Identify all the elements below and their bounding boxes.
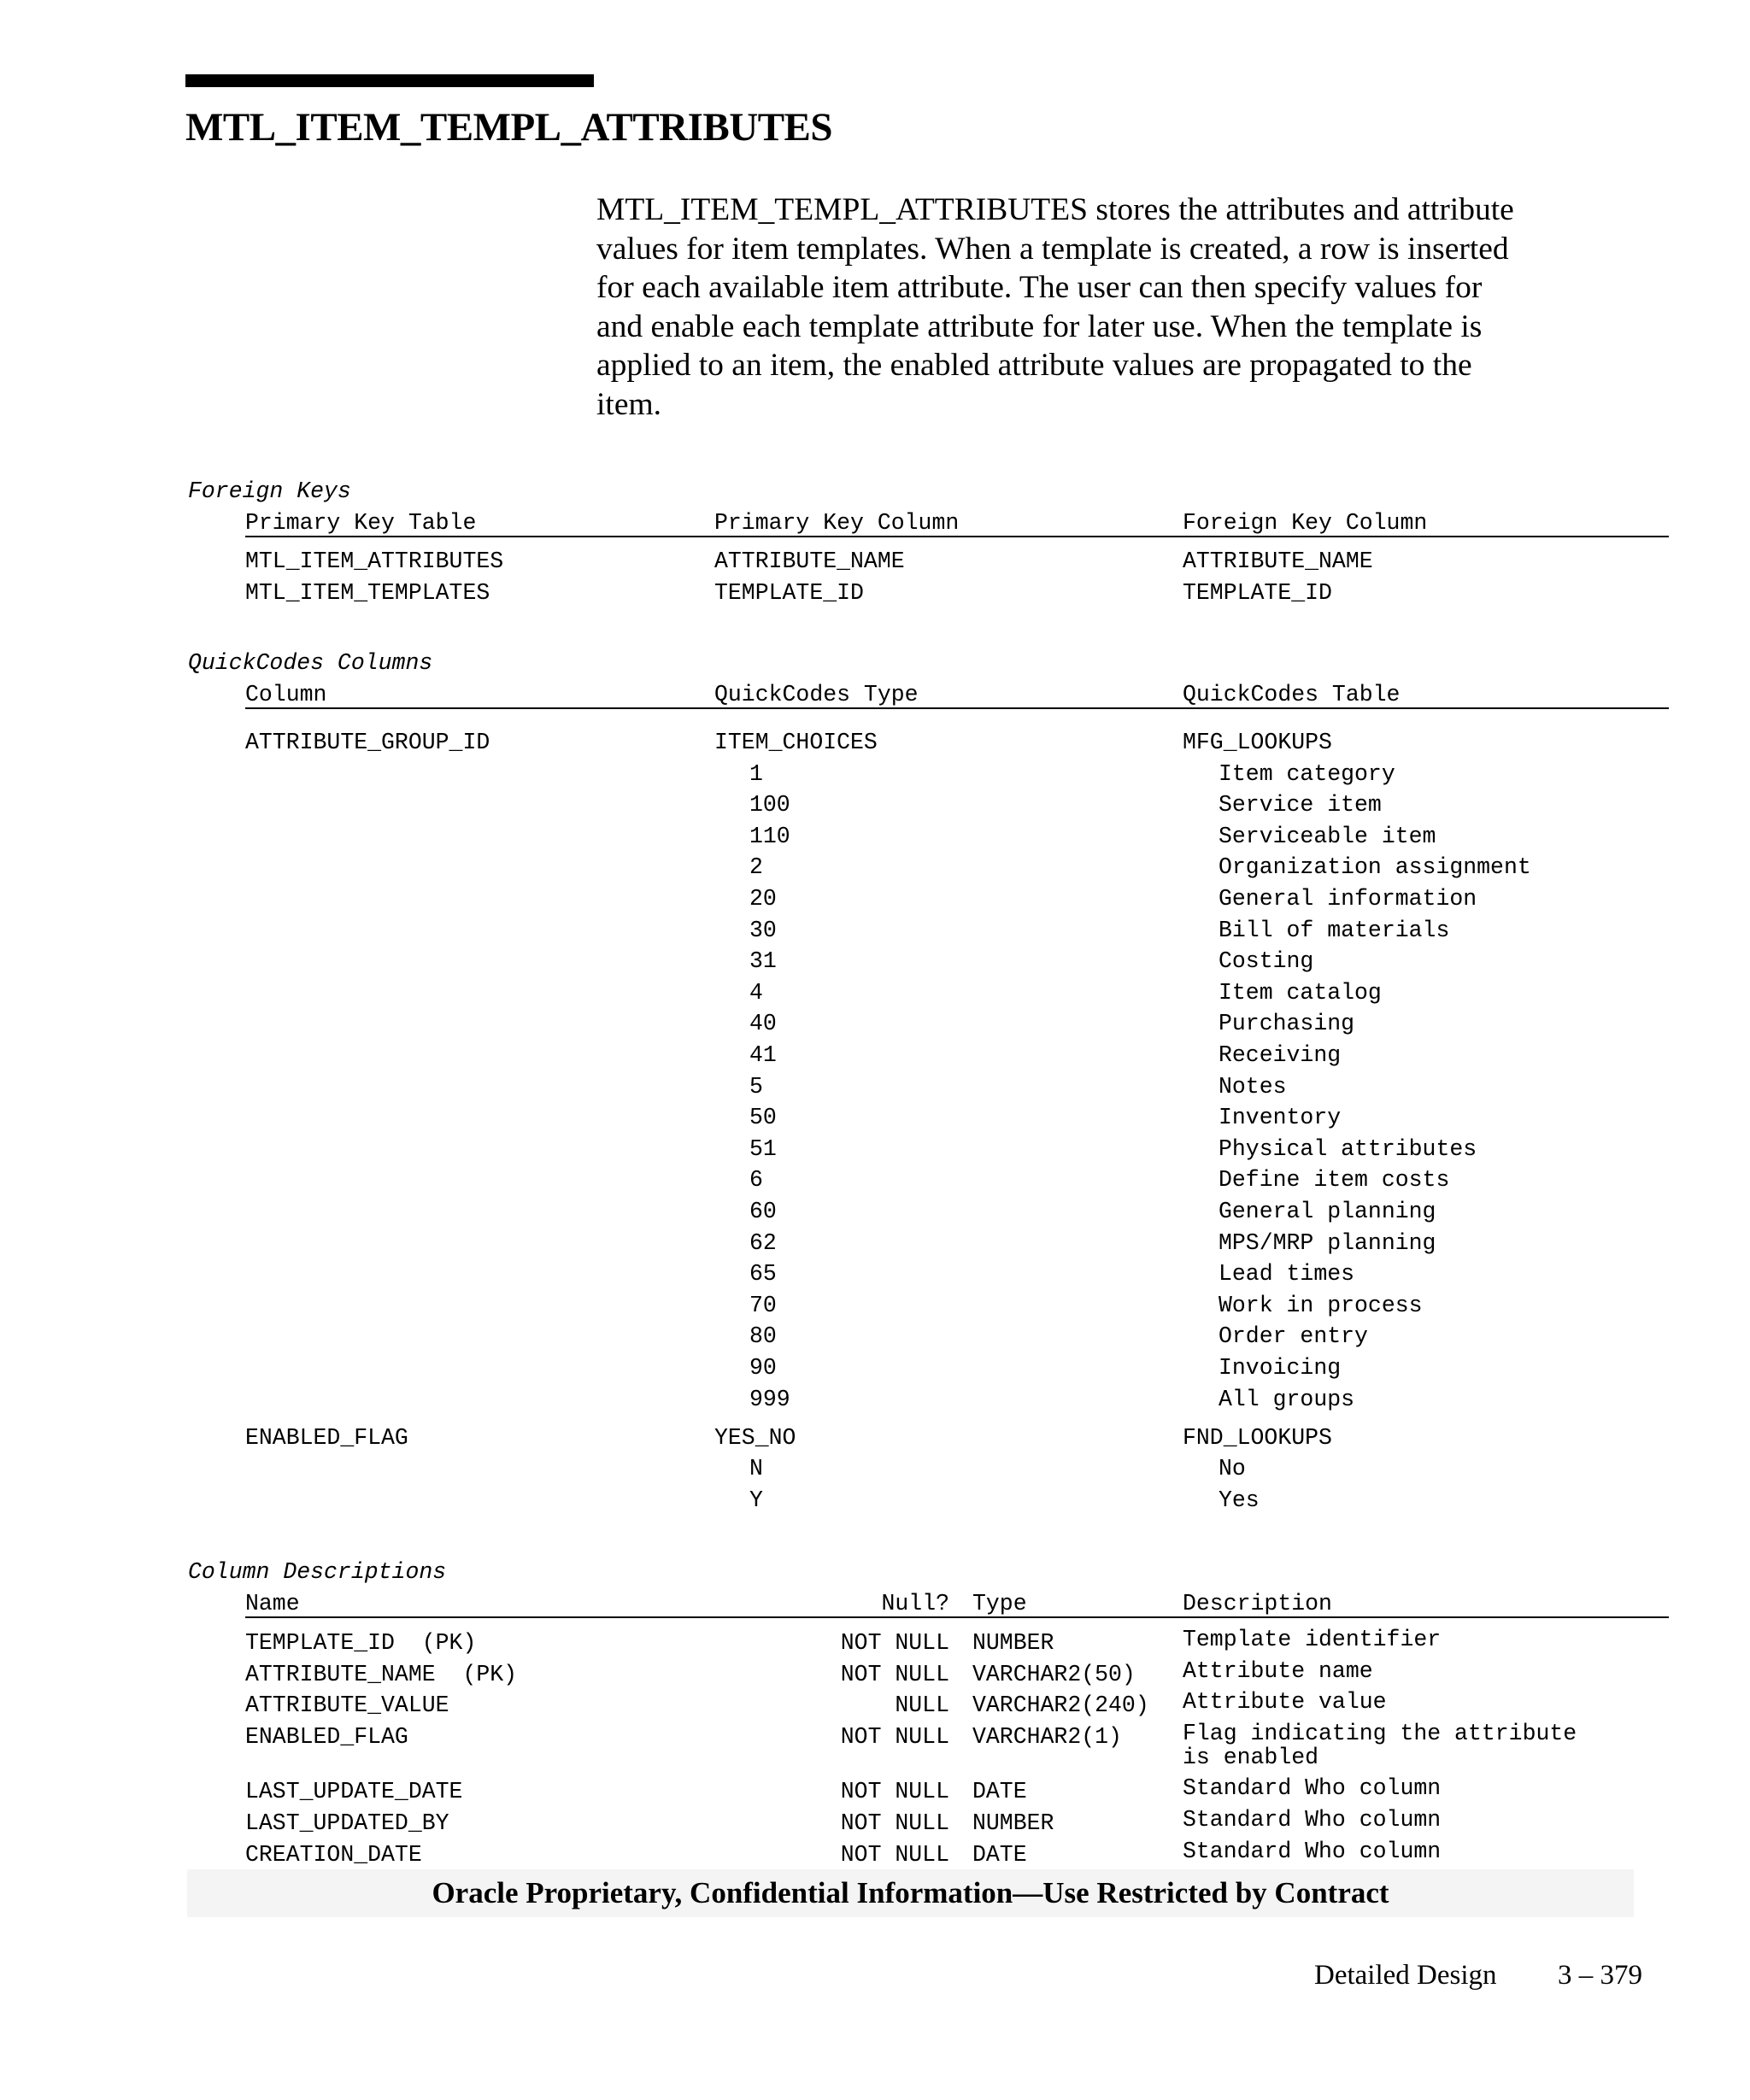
cd-null: NOT NULL <box>840 1779 949 1805</box>
fk-header-rule <box>245 536 1669 537</box>
qc-meaning: General planning <box>1219 1199 1436 1224</box>
qc-meaning: Serviceable item <box>1219 823 1436 849</box>
qc-code: 4 <box>749 979 763 1006</box>
page-title: MTL_ITEM_TEMPL_ATTRIBUTES <box>185 105 833 150</box>
fk-header-fk-column: Foreign Key Column <box>1183 510 1428 536</box>
qc-header-type: QuickCodes Type <box>714 682 919 707</box>
cd-column-name: ENABLED_FLAG <box>245 1723 408 1750</box>
cd-header-null: Null? <box>881 1591 949 1616</box>
qc-code: 5 <box>749 1073 763 1100</box>
intro-line: for each available item attribute. The user can then specify values for <box>596 270 1483 306</box>
cd-header-type: Type <box>972 1591 1027 1616</box>
fk-pk-column: ATTRIBUTE_NAME <box>714 548 905 574</box>
qc-meaning: Physical attributes <box>1219 1135 1477 1162</box>
qc-meaning: Service item <box>1219 792 1382 818</box>
cd-type: VARCHAR2(1) <box>972 1723 1122 1750</box>
cd-column-name: LAST_UPDATE_DATE <box>245 1779 463 1805</box>
qc-code: 40 <box>749 1011 777 1037</box>
intro-line: applied to an item, the enabled attribute values are propagated to the <box>596 348 1472 384</box>
qc-meaning: Inventory <box>1219 1105 1342 1131</box>
cd-type: NUMBER <box>972 1810 1054 1836</box>
qc-column-name: ENABLED_FLAG <box>245 1424 408 1451</box>
qc-header-column: Column <box>245 682 327 707</box>
qc-column-name: ATTRIBUTE_GROUP_ID <box>245 730 490 755</box>
cd-description: Standard Who column <box>1183 1775 1442 1802</box>
qc-code: 80 <box>749 1323 777 1350</box>
cd-column-name: ATTRIBUTE_NAME (PK) <box>245 1661 518 1687</box>
cd-null: NOT NULL <box>840 1841 949 1868</box>
cd-header-rule <box>245 1616 1669 1618</box>
qc-code: 90 <box>749 1355 777 1381</box>
cd-description: Attribute value <box>1183 1689 1387 1716</box>
qc-code: 100 <box>749 792 790 818</box>
cd-null: NULL <box>895 1692 949 1719</box>
footer-section-name: Detailed Design <box>1314 1960 1497 1991</box>
cd-type: VARCHAR2(50) <box>972 1661 1136 1687</box>
column-descriptions-heading: Column Descriptions <box>188 1559 447 1585</box>
intro-paragraph <box>596 191 1635 425</box>
qc-code: 20 <box>749 886 777 912</box>
qc-code: 110 <box>749 823 790 849</box>
qc-meaning: General information <box>1219 886 1477 912</box>
qc-meaning: Order entry <box>1219 1323 1368 1350</box>
qc-code: 31 <box>749 948 777 975</box>
qc-code: 6 <box>749 1167 763 1194</box>
qc-meaning: Organization assignment <box>1219 854 1531 881</box>
foreign-keys-heading: Foreign Keys <box>188 478 351 504</box>
qc-meaning: Bill of materials <box>1219 917 1450 943</box>
cd-null: NOT NULL <box>840 1661 949 1687</box>
fk-pk-table: MTL_ITEM_ATTRIBUTES <box>245 548 504 574</box>
qc-code: N <box>749 1456 763 1482</box>
cd-type: DATE <box>972 1841 1027 1868</box>
qc-meaning: Costing <box>1219 948 1314 975</box>
qc-code: 60 <box>749 1199 777 1224</box>
cd-column-name: TEMPLATE_ID (PK) <box>245 1630 477 1656</box>
qc-code: 51 <box>749 1135 777 1162</box>
qc-meaning: Yes <box>1219 1487 1260 1513</box>
footer-page-number: 3 – 379 <box>1558 1960 1642 1991</box>
cd-description: Template identifier <box>1183 1627 1442 1652</box>
qc-code: 65 <box>749 1261 777 1288</box>
cd-type: DATE <box>972 1779 1027 1805</box>
cd-type: VARCHAR2(240) <box>972 1692 1149 1719</box>
confidential-notice: Oracle Proprietary, Confidential Information––Use Restricted by Contract <box>432 1876 1389 1909</box>
qc-table: FND_LOOKUPS <box>1183 1424 1332 1451</box>
intro-line: item. <box>596 386 662 422</box>
fk-header-pk-column: Primary Key Column <box>714 510 960 536</box>
qc-code: Y <box>749 1487 763 1513</box>
qc-type: ITEM_CHOICES <box>714 730 878 755</box>
qc-code: 1 <box>749 760 763 787</box>
qc-code: 999 <box>749 1386 790 1412</box>
cd-column-name: LAST_UPDATED_BY <box>245 1810 449 1836</box>
qc-meaning: No <box>1219 1456 1246 1482</box>
qc-code: 70 <box>749 1292 777 1318</box>
fk-pk-table: MTL_ITEM_TEMPLATES <box>245 579 490 606</box>
qc-meaning: Notes <box>1219 1073 1287 1100</box>
intro-line: MTL_ITEM_TEMPL_ATTRIBUTES stores the attributes and attribute <box>596 192 1514 227</box>
cd-description: Standard Who column <box>1183 1806 1442 1833</box>
cd-description: Flag indicating the attribute is enabled <box>1183 1720 1577 1770</box>
cd-column-name: ATTRIBUTE_VALUE <box>245 1692 449 1719</box>
cd-description: Standard Who column <box>1183 1838 1442 1864</box>
qc-meaning: Define item costs <box>1219 1167 1450 1194</box>
cd-column-name: CREATION_DATE <box>245 1841 422 1868</box>
qc-meaning: Lead times <box>1219 1261 1355 1288</box>
qc-code: 2 <box>749 854 763 881</box>
cd-header-description: Description <box>1183 1591 1332 1616</box>
cd-header-name: Name <box>245 1591 300 1616</box>
qc-code: 41 <box>749 1042 777 1068</box>
qc-code: 50 <box>749 1105 777 1131</box>
qc-header-rule <box>245 707 1669 709</box>
intro-line: and enable each template attribute for later use. When the template is <box>596 308 1483 344</box>
qc-table: MFG_LOOKUPS <box>1183 730 1332 755</box>
qc-meaning: Item catalog <box>1219 979 1382 1006</box>
qc-code: 30 <box>749 917 777 943</box>
qc-meaning: Invoicing <box>1219 1355 1342 1381</box>
fk-fk-column: ATTRIBUTE_NAME <box>1183 548 1373 574</box>
fk-pk-column: TEMPLATE_ID <box>714 579 864 606</box>
qc-meaning: Receiving <box>1219 1042 1342 1068</box>
quickcodes-heading: QuickCodes Columns <box>188 650 433 676</box>
intro-line: values for item templates. When a template is created, a row is inserted <box>596 231 1509 267</box>
qc-meaning: Work in process <box>1219 1292 1423 1318</box>
cd-null: NOT NULL <box>840 1723 949 1750</box>
fk-fk-column: TEMPLATE_ID <box>1183 579 1332 606</box>
qc-meaning: MPS/MRP planning <box>1219 1229 1436 1256</box>
qc-header-table: QuickCodes Table <box>1183 682 1401 707</box>
cd-description: Attribute name <box>1183 1657 1373 1684</box>
qc-type: YES_NO <box>714 1424 796 1451</box>
qc-code: 62 <box>749 1229 777 1256</box>
qc-meaning: Purchasing <box>1219 1011 1355 1037</box>
title-rule <box>185 74 594 87</box>
cd-type: NUMBER <box>972 1630 1054 1656</box>
qc-meaning: All groups <box>1219 1386 1355 1412</box>
cd-null: NOT NULL <box>840 1630 949 1656</box>
cd-null: NOT NULL <box>840 1810 949 1836</box>
fk-header-pk-table: Primary Key Table <box>245 510 477 536</box>
qc-meaning: Item category <box>1219 760 1395 787</box>
